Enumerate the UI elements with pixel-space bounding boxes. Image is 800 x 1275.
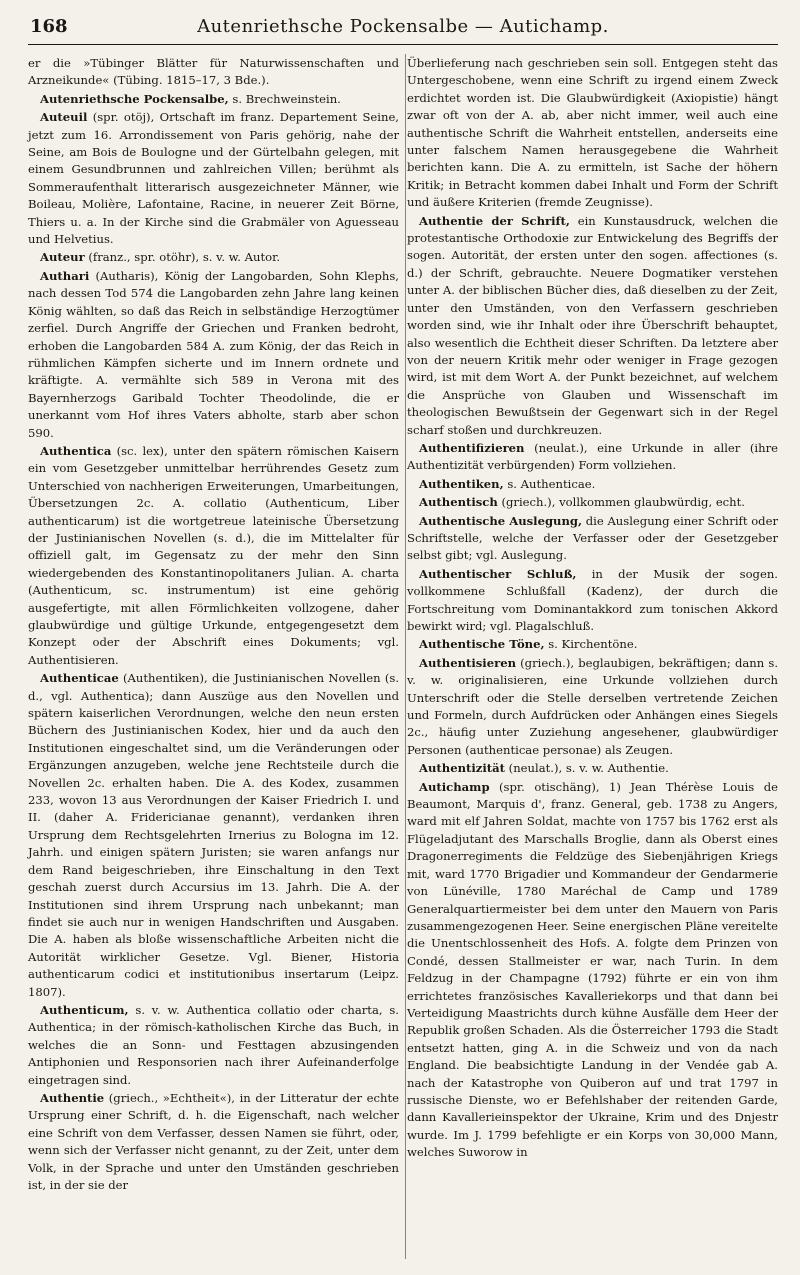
entry-text: s. v. w. Authentica collatio oder charta, s. Authentica; in der römisch-katholischen Kirche das Buch, in welches die an Sonn- und Festtagen abzusingenden Antiphonien und Responsorien nach ihrer Aufeinanderfolge eingetragen sind. — [28, 1002, 399, 1087]
dictionary-entry — [407, 440, 778, 475]
dictionary-entry — [407, 55, 778, 212]
text-columns — [28, 55, 778, 1195]
entry-lemma: Auteuil — [40, 110, 88, 125]
entry-lemma: Authenticae — [40, 671, 119, 686]
right-column — [407, 55, 778, 1195]
entry-lemma: Autichamp — [419, 779, 490, 794]
dictionary-entry — [28, 91, 399, 108]
entry-lemma: Authentisch — [419, 495, 498, 510]
entry-text: (griech.), beglaubigen, bekräftigen; dann s. v. w. originalisieren, eine Urkunde vollziehen durch Unterschrift oder die Stelle derselben vertretende Zeichen und Formeln, durch Aufdrücken oder Anhängen eines Siegels 2c., häufig unter Zuziehung angesehener, glaubwürdiger Personen (authenticae personae) als Zeugen. — [407, 655, 778, 757]
dictionary-entry — [407, 494, 778, 511]
entry-text: (neulat.), eine Urkunde in aller (ihre Authentizität verbürgenden) Form vollziehen. — [407, 440, 778, 473]
entry-lemma: Authentizität — [419, 761, 505, 776]
entry-text: (spr. otöj), Ortschaft im franz. Departement Seine, jetzt zum 16. Arrondissement von Paris gehörig, nahe der Seine, am Bois de Boulogne und der Gürtelbahn gelegen, mit einem Gesundbrunnen und zahlreichen Villen; berühmt als Sommeraufenthalt litterarisch ausgezeichneter Männer, wie Boileau, Molière, Lafontaine, Racine, in neuerer Zeit Börne, Thiers u. a. In der Kirche sind die Grabmäler von Aguesseau und Helvetius. — [28, 110, 399, 247]
entry-text: die Auslegung einer Schrift oder Schriftstelle, welche der Verfasser oder der Gesetzgeber selbst gibt; vgl. Auslegung. — [407, 513, 779, 563]
entry-text: s. Authenticae. — [503, 476, 596, 491]
dictionary-entry — [28, 443, 399, 669]
entry-text: (griech.), vollkommen glaubwürdig, echt. — [497, 495, 745, 510]
dictionary-entry — [407, 476, 778, 493]
entry-text: (griech., »Echtheit«), in der Litteratur der echte Ursprung einer Schrift, d. h. die Eigenschaft, nach welcher eine Schrift von dem Verfasser, dessen Namen sie führt, oder, wenn sich der Verfasser nicht genannt, zu der Zeit, unter dem Volk, in der Sprache und unter den Umständen geschrieben ist, in der sie der — [28, 1090, 399, 1192]
page-number: 168 — [30, 16, 68, 37]
entry-text: ein Kunstausdruck, welchen die protestantische Orthodoxie zur Entwickelung des Begriffs der sogen. Autorität, der ersten unter den sogen. affectiones (s. d.) der Schrift, gebrauchte. Neuere Dogmatiker verstehen unter A. der biblischen Bücher dies, daß dieselben zu der Zeit, unter den Umständen, von den Verfassern geschrieben worden sind, wie ihr Inhalt oder ihre Überschrift behauptet, also wesentlich die Echtheit dieser Schriften. Da letztere aber von der neuern Kritik mehr oder weniger in Frage gezogen wird, ist mit dem Wort A. der Punkt bezeichnet, auf welchem die Ansprüche von Glauben und Wissenschaft im theologischen Bewußtsein der Gegenwart sich in der Regel scharf stoßen und durchkreuzen. — [407, 213, 778, 437]
dictionary-entry — [407, 636, 778, 653]
entry-text: s. Kirchentöne. — [544, 637, 638, 652]
column-divider — [405, 54, 406, 1259]
dictionary-entry — [407, 566, 778, 636]
dictionary-entry — [407, 760, 778, 777]
entry-text: in der Musik der sogen. vollkommene Schlußfall (Kadenz), der durch die Fortschreitung vom Dominantakkord zum tonischen Akkord bewirkt wird; vgl. Plagalschluß. — [407, 566, 778, 633]
entry-lemma: Authari — [40, 268, 90, 283]
entry-text: er die »Tübinger Blätter für Naturwissenschaften und Arzneikunde« (Tübing. 1815–17, 3 Bde.). — [28, 56, 399, 88]
entry-text: (spr. otischäng), 1) Jean Thérèse Louis de Beaumont, Marquis d', franz. General, geb. 1738 zu Angers, ward mit elf Jahren Soldat, machte von 1757 bis 1762 erst als Flügeladjutant des Marschalls Broglie, dann als Oberst eines Dragonerregiments die Feldzüge des Siebenjährigen Kriegs mit, ward 1770 Brigadier und Kommandeur der Gendarmerie von Lünéville, 1780 Maréchal de Camp und 1789 Generalquartiermeister bei dem unter den Mauern von Paris zusammengezogenen Heer. Seine energischen Pläne vereitelte die Unentschlossenheit des Hofs. A. folgte dem Prinzen von Condé, dessen Stallmeister er war, nach Turin. In dem Feldzug in der Champagne (1792) führte er ein von ihm errichtetes französisches Kavalleriekorps und that dann bei Verteidigung Maastrichts durch kühne Ausfälle dem Heer der Republik großen Schaden. Als die Österreicher 1793 die Stadt entsetzt hatten, ging A. in die Schweiz und von da nach England. Die beabsichtigte Landung in der Vendée gab A. nach der Katastrophe von Quiberon auf und trat 1797 in russische Dienste, wo er Befehlshaber der reitenden Garde, dann Kavallerieinspektor der Ukraine, Krim und des Dnjestr wurde. Im J. 1799 befehligte er ein Korps von 30,000 Mann, welches Suworow in — [407, 779, 778, 1160]
dictionary-entry — [28, 1002, 399, 1089]
entry-text: (sc. lex), unter den spätern römischen Kaisern ein vom Gesetzgeber unmittelbar herrührendes Gesetz zum Unterschied von nachherigen Erweiterungen, Umarbeitungen, Übersetzungen 2c. A. collatio (Authenticum, Liber authenticarum) ist die wortgetreue lateinische Übersetzung der Justinianischen Novellen (s. d.), die im Mittelalter für offiziell galt, im Gegensatz zu der mehr den Sinn wiedergebenden des Konstantinopolitaners Julian. A. charta (Authenticum, sc. instrumentum) ist eine gehörig ausgefertigte, mit allen Förmlichkeiten vollzogene, daher glaubwürdige und gültige Urkunde, entgegengesetzt dem Konzept oder der Abschrift eines Dokuments; vgl. Authentisieren. — [28, 443, 399, 667]
dictionary-entry — [28, 670, 399, 1001]
dictionary-entry — [407, 513, 778, 565]
entry-text: (Autharis), König der Langobarden, Sohn Klephs, nach dessen Tod 574 die Langobarden zehn Jahre lang keinen König wählten, so daß das Reich in selbständige Herzogtümer zerfiel. Durch Angriffe der Griechen und Franken bedroht, erhoben die Langobarden 584 A. zum König, der das Reich in rühmlichen Kämpfen sicherte und im Innern ordnete und kräftigte. A. vermählte sich 589 in Verona mit des Bayernherzogs Garibald Tochter Theodolinde, die er unerkannt vom Hof ihres Vaters abholte, starb aber schon 590. — [28, 268, 399, 440]
entry-text: Überlieferung nach geschrieben sein soll. Entgegen steht das Untergeschobene, wenn eine Schrift zu irgend einem Zweck erdichtet worden ist. Die Glaubwürdigkeit (Axiopistie) hängt zwar oft von der A. ab, aber nicht immer, weil auch eine authentische Schrift die Wahrheit entstellen, anderseits eine unter falschem Namen herausgegebene die Wahrheit berichten kann. Die A. zu ermitteln, ist Sache der höhern Kritik; in Betracht kommen dabei Inhalt und Form der Schrift und äußere Kriterien (fremde Zeugnisse). — [407, 56, 778, 210]
entry-text: (neulat.), s. v. w. Authentie. — [505, 761, 669, 776]
running-title: Autenriethsche Pockensalbe — Autichamp. — [197, 16, 609, 37]
entry-text: s. Brechweinstein. — [228, 91, 341, 106]
entry-lemma: Authentifizieren — [419, 440, 525, 455]
dictionary-entry — [407, 655, 778, 759]
entry-lemma: Authentiken, — [419, 476, 504, 491]
left-column — [28, 55, 399, 1195]
entry-lemma: Authenticum, — [40, 1002, 129, 1017]
entry-lemma: Authentisieren — [419, 655, 516, 670]
page-header — [28, 14, 778, 45]
dictionary-entry — [28, 268, 399, 442]
dictionary-entry — [28, 109, 399, 248]
entry-lemma: Authentische Töne, — [419, 637, 545, 652]
dictionary-entry — [407, 213, 778, 439]
entry-lemma: Authentica — [40, 443, 112, 458]
entry-lemma: Authentischer Schluß, — [419, 566, 577, 581]
dictionary-entry — [28, 249, 399, 266]
dictionary-entry — [407, 779, 778, 1162]
entry-text: (franz., spr. otöhr), s. v. w. Autor. — [84, 250, 281, 265]
entry-lemma: Authentische Auslegung, — [419, 513, 583, 528]
dictionary-entry — [28, 55, 399, 90]
entry-lemma: Autenriethsche Pockensalbe, — [40, 91, 229, 106]
entry-lemma: Auteur — [40, 250, 85, 265]
entry-lemma: Authentie der Schrift, — [419, 213, 570, 228]
entry-text: (Authentiken), die Justinianischen Novellen (s. d., vgl. Authentica); dann Auszüge aus den Novellen und spätern kaiserlichen Verordnungen, welche den neun ersten Büchern des Justinianischen Kodex, hier und da auch den Institutionen eingeschaltet sind, um die Veränderungen oder Ergänzungen anzugeben, welche jene Rechtsteile durch die Novellen 2c. erhalten haben. Die A. des Kodex, zusammen 233, wovon 13 aus Verordnungen der Kaiser Friedrich I. und II. (daher A. Fridericianae genannt), verdanken ihren Ursprung dem Rechtsgelehrten Irnerius zu Bologna im 12. Jahrh. und einigen spätern Juristen; sie waren anfangs nur dem Rand beigeschrieben, ihre Einschaltung in den Text geschah zuerst durch Accursius im 13. Jahrh. Die A. der Institutionen sind ihrem Ursprung nach unbekannt; man findet sie auch nur in wenigen Handschriften und Ausgaben. Die A. haben als bloße wissenschaftliche Arbeiten nicht die Autorität wirklicher Gesetze. Vgl. Biener, Historia authenticarum codici et institutionibus insertarum (Leipz. 1807). — [28, 671, 399, 999]
dictionary-entry — [28, 1090, 399, 1194]
entry-lemma: Authentie — [40, 1090, 105, 1105]
